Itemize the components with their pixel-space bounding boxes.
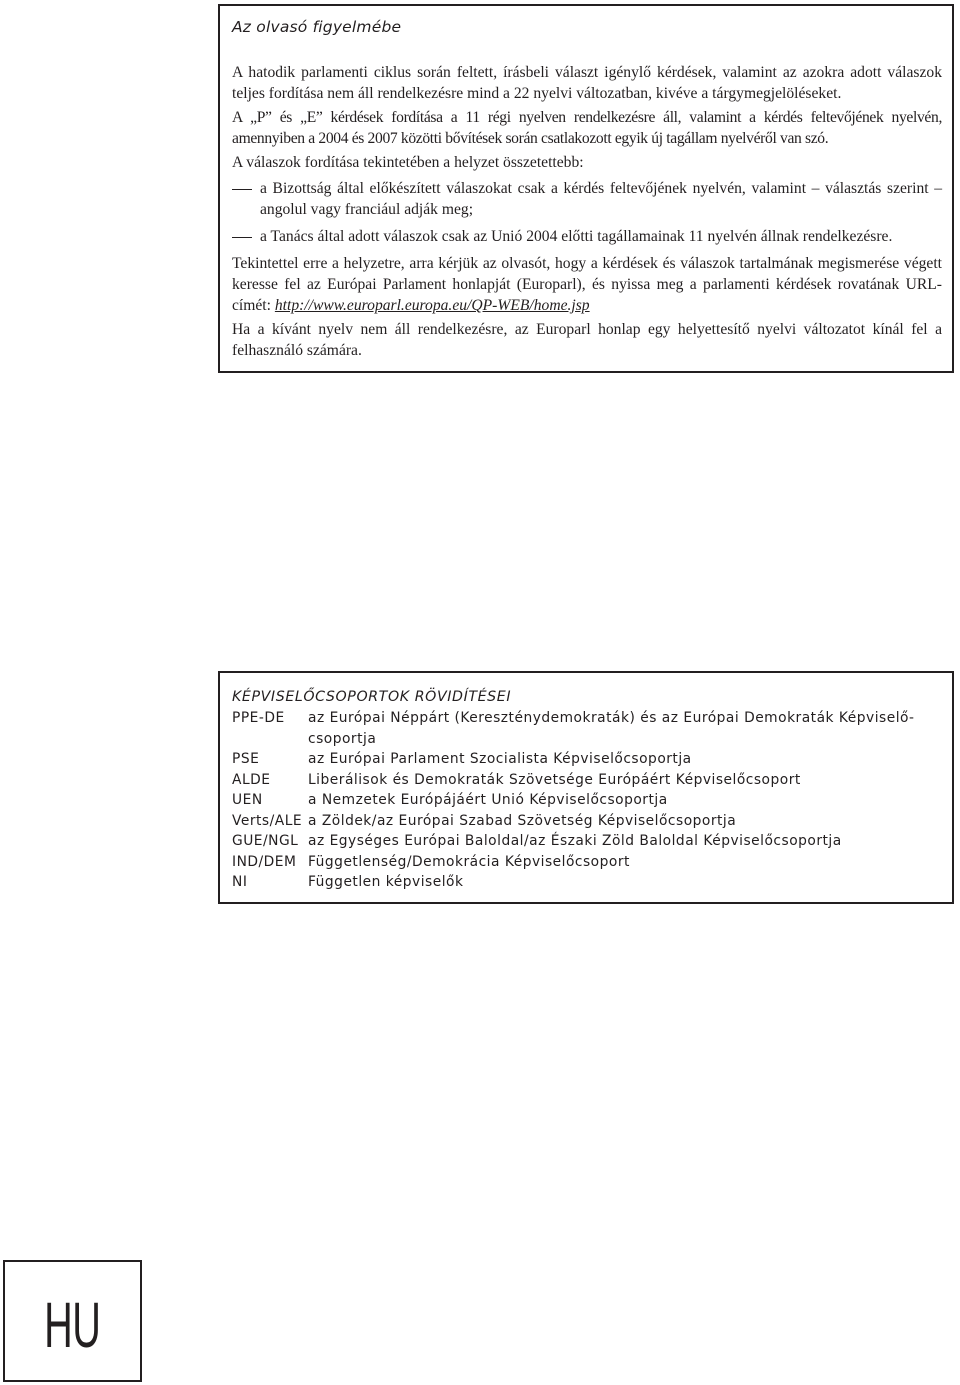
abbreviation-code: NI bbox=[232, 874, 248, 890]
abbreviation-code: GUE/NGL bbox=[232, 833, 299, 849]
abbreviation-row bbox=[232, 770, 942, 791]
europarl-link[interactable]: http://www.europarl.europa.eu/QP-WEB/home.jsp bbox=[274, 297, 590, 314]
abbreviation-row bbox=[232, 852, 942, 873]
abbreviation-code: PPE-DE bbox=[232, 710, 285, 726]
abbreviation-row bbox=[232, 811, 942, 832]
abbreviation-row bbox=[232, 872, 942, 893]
abbreviation-description: az Európai Néppárt (Kereszténydemokraták) és az Európai Demokraták Képviselő-csoportja bbox=[308, 710, 915, 747]
abbreviation-code: IND/DEM bbox=[232, 853, 297, 870]
bullet-item bbox=[232, 226, 942, 247]
notice-paragraph-4 bbox=[232, 253, 942, 316]
abbreviation-description: az Egységes Európai Baloldal/az Északi Zöld Baloldal Képviselőcsoportja bbox=[308, 833, 842, 849]
language-badge bbox=[3, 1260, 142, 1382]
language-code: HU bbox=[44, 1289, 101, 1361]
abbreviation-code: ALDE bbox=[232, 771, 271, 788]
abbreviation-description: Független képviselők bbox=[308, 874, 464, 890]
notice-paragraph-2: A „P” és „E” kérdések fordítása a 11 régi nyelven rendelkezésre áll, valamint a kérdés feltevőjének nyelvén, amennyiben a 2004 és 2007 közötti bővítések során csatlakozott egyik új tagállam nyelvéről van szó. bbox=[232, 109, 942, 147]
notice-paragraph-5: Ha a kívánt nyelv nem áll rendelkezésre, az Europarl honlap egy helyettesítő nyelvi változatot kínál fel a felhasználó számára. bbox=[232, 321, 942, 359]
abbreviation-description: az Európai Parlament Szocialista Képviselőcsoportja bbox=[308, 751, 692, 767]
notice-box bbox=[218, 4, 954, 373]
dash-icon bbox=[232, 178, 260, 199]
abbreviation-description: Függetlenség/Demokrácia Képviselőcsoport bbox=[308, 853, 630, 870]
dash-icon bbox=[232, 226, 260, 247]
abbreviation-code: Verts/ALE bbox=[232, 812, 303, 829]
abbreviation-description: a Nemzetek Európájáért Unió Képviselőcsoportja bbox=[308, 792, 668, 808]
notice-paragraph-3: A válaszok fordítása tekintetében a helyzet összetettebb: bbox=[232, 154, 584, 171]
abbreviation-code: PSE bbox=[232, 751, 260, 767]
abbreviation-code: UEN bbox=[232, 792, 263, 808]
abbreviation-row bbox=[232, 790, 942, 811]
bullet-text: a Tanács által adott válaszok csak az Unió 2004 előtti tagállamainak 11 nyelvén állnak rendelkezésre. bbox=[260, 228, 893, 245]
abbreviation-description: a Zöldek/az Európai Szabad Szövetség Képviselőcsoportja bbox=[308, 812, 737, 829]
abbreviation-description: Liberálisok és Demokraták Szövetsége Európáért Képviselőcsoport bbox=[308, 771, 801, 788]
notice-paragraph-4-text: Tekintettel erre a helyzetre, arra kérjük az olvasót, hogy a kérdések és válaszok tartalmának megismerése végett keresse fel az Európai Parlament honlapját (Europarl), és nyissa meg a parlamenti kérdések rovatának URL-címét: bbox=[232, 255, 942, 314]
abbreviation-row bbox=[232, 831, 942, 852]
notice-paragraph-1: A hatodik parlamenti ciklus során feltett, írásbeli választ igénylő kérdések, valamint az azokra adott válaszok teljes fordítása nem áll rendelkezésre mind a 22 nyelvi változatban, kivéve a tárgymegjelöléseket. bbox=[232, 64, 942, 102]
bullet-text: a Bizottság által előkészített válaszokat csak a kérdés feltevőjének nyelvén, valamint – választás szerint – angolul vagy franciául adják meg; bbox=[260, 180, 942, 218]
abbreviations-heading: KÉPVISELŐCSOPORTOK RÖVIDÍTÉSEI bbox=[232, 689, 512, 705]
notice-heading: Az olvasó figyelmébe bbox=[232, 18, 402, 36]
bullet-item bbox=[232, 178, 942, 220]
abbreviations-box bbox=[218, 671, 954, 904]
abbreviation-row bbox=[232, 708, 942, 749]
abbreviation-row bbox=[232, 749, 942, 770]
abbreviations-list bbox=[232, 708, 942, 893]
